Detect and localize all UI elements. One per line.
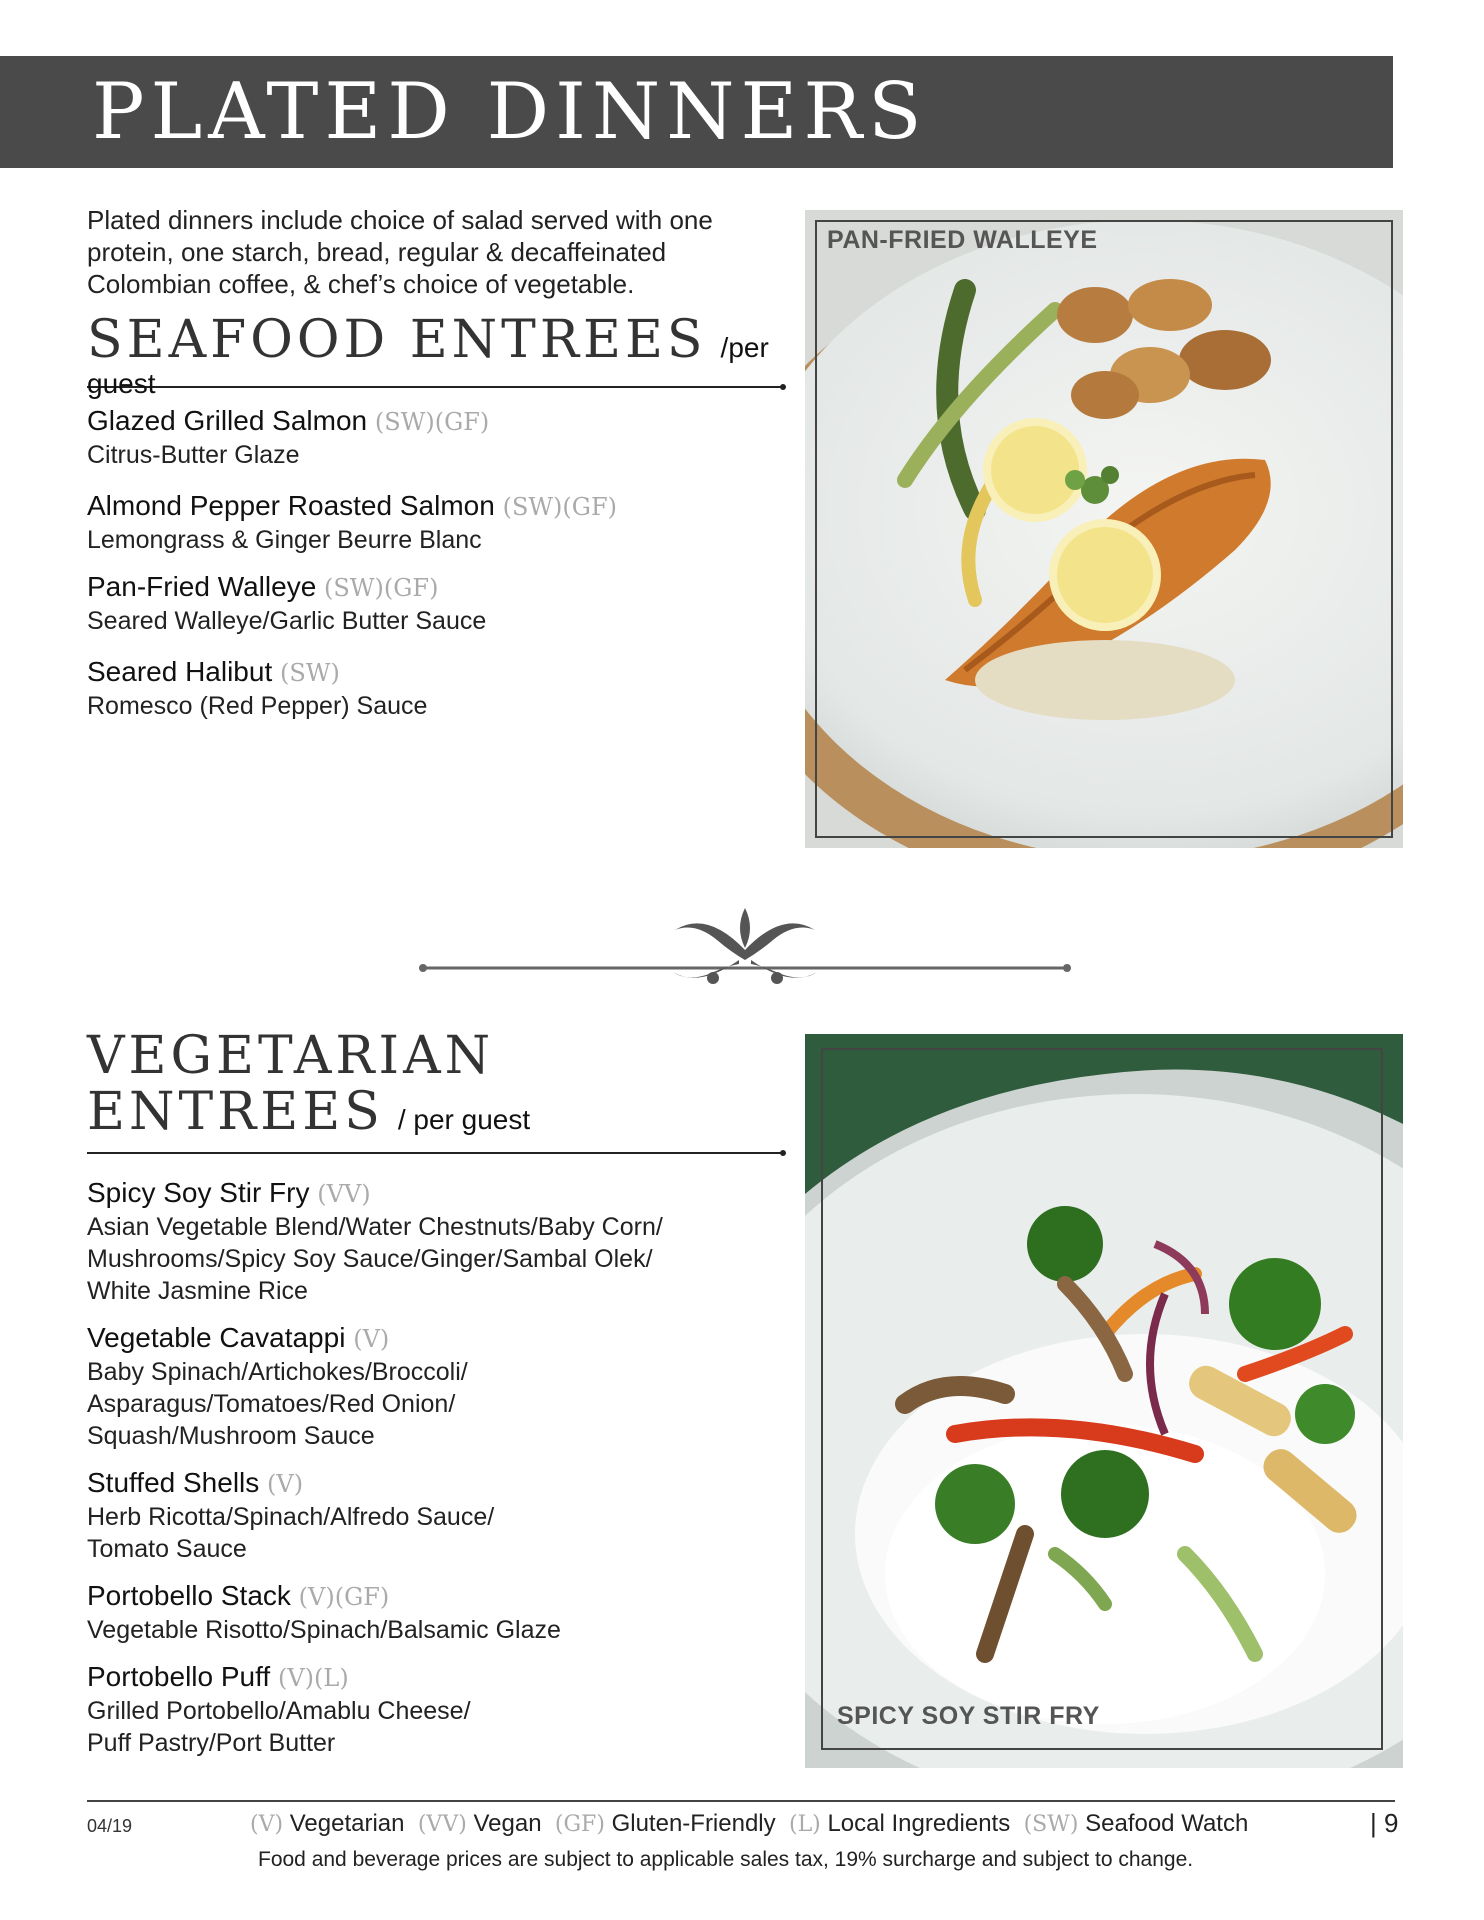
item-desc: Tomato Sauce <box>87 1535 247 1563</box>
stirfry-photo <box>805 1034 1403 1768</box>
vegetarian-title-line1: VEGETARIAN <box>87 1026 495 1086</box>
menu-item <box>87 404 787 471</box>
item-desc: Vegetable Risotto/Spinach/Balsamic Glaze <box>87 1616 561 1644</box>
item-desc: White Jasmine Rice <box>87 1277 308 1305</box>
item-name: Spicy Soy Stir Fry <box>87 1177 310 1208</box>
intro-text: Plated dinners include choice of salad served with one protein, one starch, bread, regular & decaffeinated Colombian coffee, & chef’s choice of vegetable. <box>87 205 713 299</box>
walleye-photo <box>805 210 1403 848</box>
item-tags: (SW)(GF) <box>502 493 617 521</box>
item-desc: Herb Ricotta/Spinach/Alfredo Sauce/ <box>87 1503 495 1531</box>
menu-item <box>87 489 787 556</box>
seafood-title: SEAFOOD ENTREES <box>87 310 707 370</box>
item-tags: (SW) <box>280 659 340 687</box>
legend-text: Gluten-Friendly <box>611 1810 776 1837</box>
item-tags: (V) <box>267 1470 304 1498</box>
vegetarian-title-line2: ENTREES <box>87 1082 384 1142</box>
legend-tag: (GF) <box>554 1812 605 1837</box>
menu-item <box>87 1660 787 1759</box>
legend-text: Vegan <box>473 1810 542 1837</box>
ornament-divider <box>417 900 1073 990</box>
item-tags: (VV) <box>317 1180 371 1208</box>
item-name: Seared Halibut <box>87 656 273 687</box>
seafood-suffix: /per guest <box>87 332 769 399</box>
item-desc: Romesco (Red Pepper) Sauce <box>87 692 428 720</box>
item-tags: (SW)(GF) <box>374 408 490 436</box>
menu-item <box>87 570 787 637</box>
item-name: Vegetable Cavatappi <box>87 1322 346 1353</box>
item-tags: (V)(L) <box>277 1664 349 1692</box>
item-desc: Grilled Portobello/Amablu Cheese/ <box>87 1697 471 1725</box>
legend-tag: (VV) <box>417 1812 467 1837</box>
item-desc: Puff Pastry/Port Butter <box>87 1729 336 1757</box>
vegetarian-list <box>87 1176 787 1773</box>
item-desc: Lemongrass & Ginger Beurre Blanc <box>87 526 482 554</box>
item-name: Portobello Stack <box>87 1580 291 1611</box>
footer-date: 04/19 <box>87 1816 133 1836</box>
item-name: Pan-Fried Walleye <box>87 571 317 602</box>
item-name: Almond Pepper Roasted Salmon <box>87 490 495 521</box>
item-desc: Seared Walleye/Garlic Butter Sauce <box>87 607 487 635</box>
item-desc: Asparagus/Tomatoes/Red Onion/ <box>87 1390 456 1418</box>
vegetarian-heading <box>87 1028 782 1154</box>
page-number: | 9 <box>1370 1808 1399 1838</box>
item-name: Portobello Puff <box>87 1661 271 1692</box>
photo-frame <box>815 220 1393 838</box>
footer-note: Food and beverage prices are subject to applicable sales tax, 19% surcharge and subject to change. <box>258 1848 1194 1871</box>
photo-frame <box>821 1048 1383 1750</box>
legend-text: Vegetarian <box>289 1810 405 1837</box>
legend-text: Seafood Watch <box>1085 1810 1249 1837</box>
header-banner <box>0 56 1393 168</box>
menu-item <box>87 1466 787 1565</box>
vegetarian-suffix: / per guest <box>397 1104 531 1135</box>
page-title: PLATED DINNERS <box>92 67 928 157</box>
legend-tag: (V) <box>250 1812 284 1837</box>
menu-item <box>87 1321 787 1452</box>
item-desc: Squash/Mushroom Sauce <box>87 1422 375 1450</box>
stirfry-label: SPICY SOY STIR FRY <box>837 1702 1100 1730</box>
walleye-label: PAN-FRIED WALLEYE <box>827 226 1098 254</box>
item-name: Glazed Grilled Salmon <box>87 405 368 436</box>
item-tags: (V) <box>353 1325 390 1353</box>
menu-item <box>87 1579 787 1646</box>
legend-tag: (L) <box>788 1812 821 1837</box>
dietary-legend <box>250 1810 1248 1838</box>
item-desc: Baby Spinach/Artichokes/Broccoli/ <box>87 1358 468 1386</box>
menu-item <box>87 655 787 722</box>
legend-text: Local Ingredients <box>827 1810 1011 1837</box>
item-tags: (V)(GF) <box>298 1583 390 1611</box>
seafood-heading <box>87 310 782 399</box>
footer-rule <box>87 1800 1395 1802</box>
item-tags: (SW)(GF) <box>324 574 439 602</box>
item-desc: Citrus-Butter Glaze <box>87 441 300 469</box>
menu-item <box>87 1176 787 1307</box>
legend-tag: (SW) <box>1023 1812 1079 1837</box>
item-desc: Mushrooms/Spicy Soy Sauce/Ginger/Sambal Olek/ <box>87 1245 653 1273</box>
seafood-list <box>87 404 787 736</box>
item-desc: Asian Vegetable Blend/Water Chestnuts/Baby Corn/ <box>87 1213 663 1241</box>
item-name: Stuffed Shells <box>87 1467 260 1498</box>
